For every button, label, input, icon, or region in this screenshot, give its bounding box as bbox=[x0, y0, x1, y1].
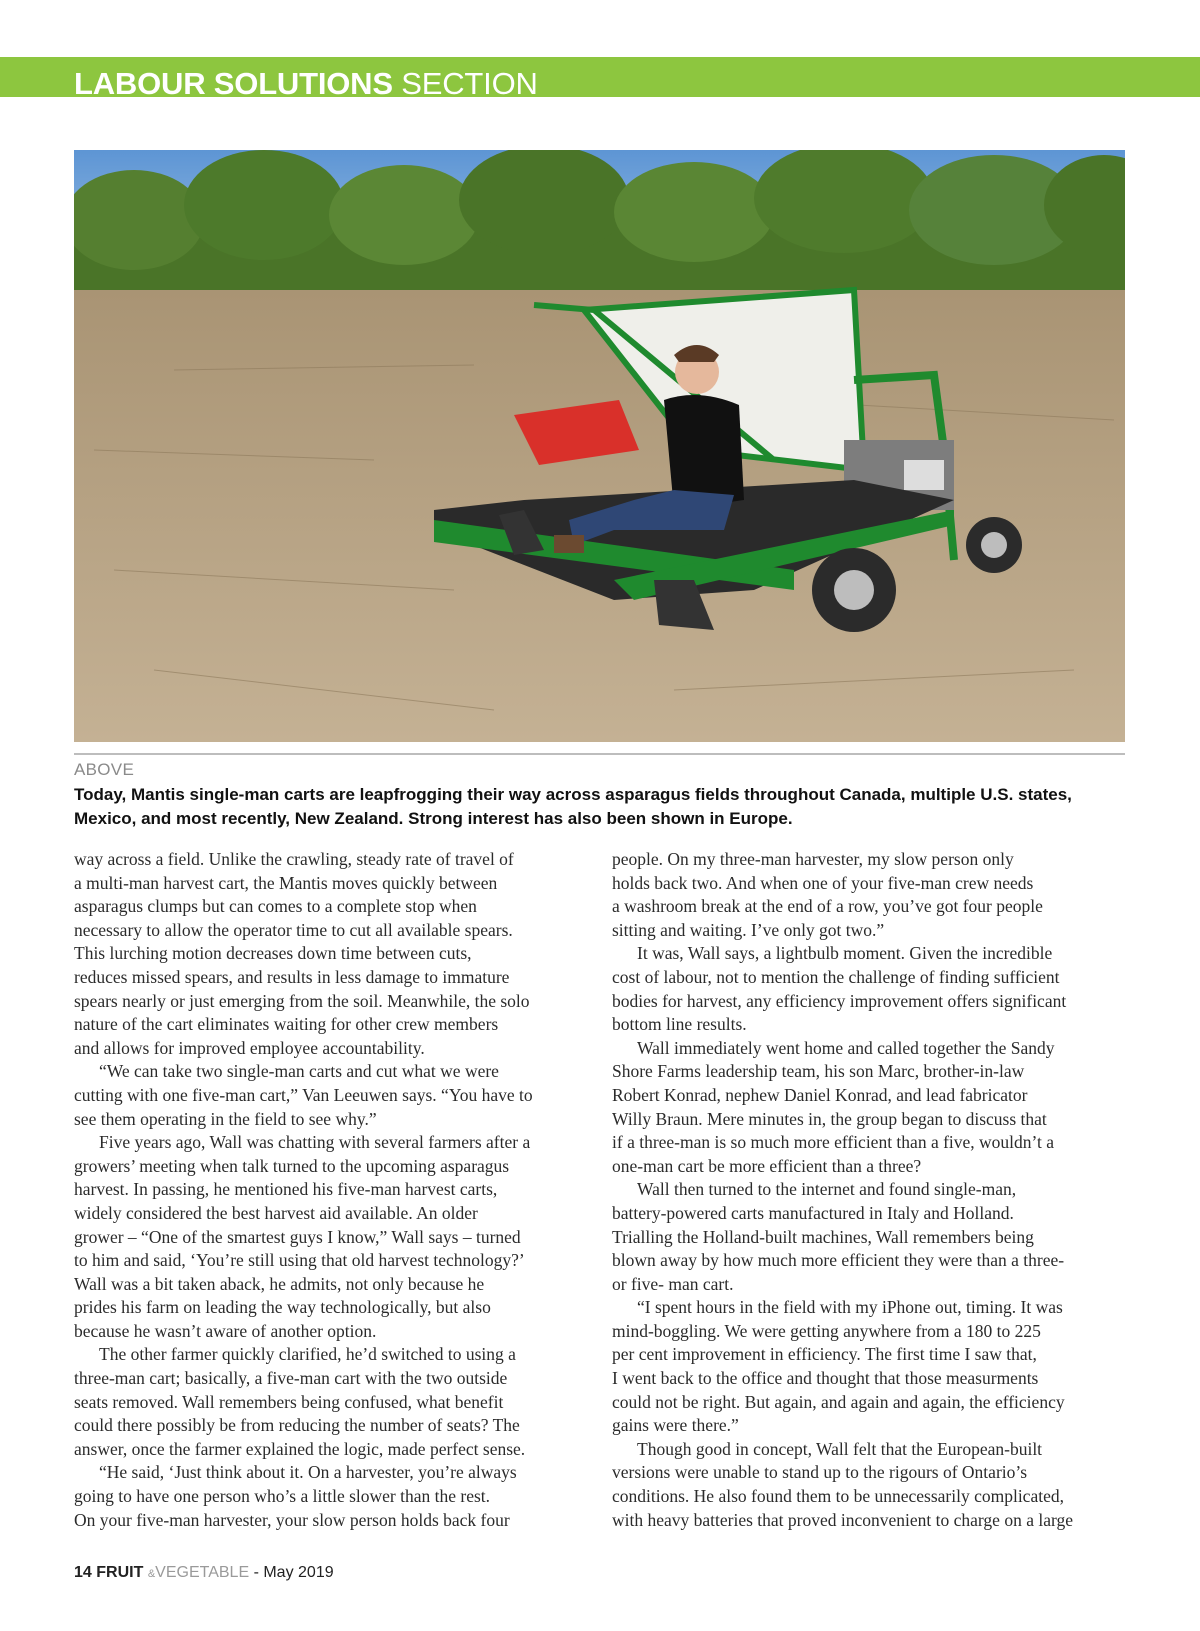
article-line: per cent improvement in efficiency. The first time I saw that, bbox=[612, 1344, 1037, 1365]
article-line: with heavy batteries that proved inconvenient to charge on a large bbox=[612, 1509, 1073, 1530]
article-line: bodies for harvest, any efficiency improvement offers significant bbox=[612, 990, 1067, 1011]
article-line: gains were there.” bbox=[612, 1415, 739, 1436]
article-line: three-man cart; basically, a five-man cart with the two outside bbox=[74, 1368, 508, 1389]
article-line: answer, once the farmer explained the logic, made perfect sense. bbox=[74, 1438, 526, 1459]
article-column-left bbox=[74, 848, 584, 1532]
brand-fruit: FRUIT bbox=[96, 1564, 144, 1581]
article-line: asparagus clumps but can comes to a complete stop when bbox=[74, 896, 477, 917]
article-line: blown away by how much more efficient they were than a three- bbox=[612, 1250, 1065, 1271]
article-line: Five years ago, Wall was chatting with several farmers after a bbox=[99, 1132, 531, 1153]
article-line: I went back to the office and thought that those measurments bbox=[612, 1368, 1039, 1389]
issue-date: - May 2019 bbox=[249, 1564, 334, 1581]
article-line: harvest. In passing, he mentioned his five-man harvest carts, bbox=[74, 1179, 498, 1200]
article-line: could there possibly be from reducing the number of seats? The bbox=[74, 1415, 520, 1436]
article-line: Though good in concept, Wall felt that the European-built bbox=[637, 1438, 1043, 1459]
article-line: cutting with one five-man cart,” Van Leeuwen says. “You have to bbox=[74, 1084, 533, 1105]
page-footer bbox=[74, 1564, 334, 1582]
article-line: because he wasn’t aware of another option. bbox=[74, 1320, 377, 1341]
article-line: way across a field. Unlike the crawling, steady rate of travel of bbox=[74, 849, 514, 869]
article-line: conditions. He also found them to be unnecessarily complicated, bbox=[612, 1486, 1064, 1507]
brand-ampersand: & bbox=[147, 1568, 156, 1580]
article-line: widely considered the best harvest aid available. An older bbox=[74, 1202, 478, 1223]
caption-label: ABOVE bbox=[74, 760, 135, 779]
article-line: Shore Farms leadership team, his son Marc, brother-in-law bbox=[612, 1061, 1025, 1082]
article-line: to him and said, ‘You’re still using that old harvest technology?’ bbox=[74, 1250, 525, 1271]
article-line: Wall was a bit taken aback, he admits, not only because he bbox=[74, 1273, 485, 1294]
article-line: grower – “One of the smartest guys I know,” Wall says – turned bbox=[74, 1226, 521, 1247]
article-line: On your five-man harvester, your slow person holds back four bbox=[74, 1509, 510, 1530]
article-line: “We can take two single-man carts and cut what we were bbox=[99, 1061, 499, 1082]
article-line: a washroom break at the end of a row, you’ve got four people bbox=[612, 896, 1043, 917]
caption-text: Today, Mantis single-man carts are leapfrogging their way across asparagus fields throughout Canada, multiple U.S. states, Mexico, and most recently, New Zealand. Strong interest has also been shown in Europe. bbox=[74, 785, 1072, 828]
article-line: “I spent hours in the field with my iPhone out, timing. It was bbox=[637, 1297, 1063, 1318]
article-line: Willy Braun. Mere minutes in, the group began to discuss that bbox=[612, 1108, 1047, 1129]
article-line: Trialling the Holland-built machines, Wall remembers being bbox=[612, 1226, 1034, 1247]
article-line: and allows for improved employee accountability. bbox=[74, 1037, 425, 1058]
article-line: necessary to allow the operator time to cut all available spears. bbox=[74, 919, 513, 940]
article-line: spears nearly or just emerging from the soil. Meanwhile, the solo bbox=[74, 990, 530, 1011]
article-line: people. On my three-man harvester, my slow person only bbox=[612, 849, 1014, 869]
article-line: could not be right. But again, and again and again, the efficiency bbox=[612, 1391, 1065, 1412]
cart-photo-illustration bbox=[74, 150, 1125, 742]
feature-photo bbox=[74, 150, 1125, 742]
article-line: versions were unable to stand up to the rigours of Ontario’s bbox=[612, 1462, 1028, 1483]
section-title-bold: LABOUR SOLUTIONS bbox=[74, 66, 393, 101]
article-line: sitting and waiting. I’ve only got two.” bbox=[612, 919, 885, 940]
article-line: or five- man cart. bbox=[612, 1273, 734, 1294]
page-number: 14 bbox=[74, 1564, 92, 1581]
article-line: The other farmer quickly clarified, he’d switched to using a bbox=[99, 1344, 516, 1365]
article-line: going to have one person who’s a little slower than the rest. bbox=[74, 1486, 491, 1507]
section-title-light: SECTION bbox=[401, 66, 538, 101]
brand-vegetable: VEGETABLE bbox=[155, 1564, 250, 1581]
article-line: Wall immediately went home and called together the Sandy bbox=[637, 1037, 1055, 1058]
article-column-right bbox=[612, 848, 1122, 1532]
article-line: reduces missed spears, and results in less damage to immature bbox=[74, 966, 510, 987]
article-line: battery-powered carts manufactured in Italy and Holland. bbox=[612, 1202, 1014, 1223]
caption-divider bbox=[74, 753, 1125, 755]
article-line: holds back two. And when one of your five-man crew needs bbox=[612, 872, 1034, 893]
article-line: This lurching motion decreases down time between cuts, bbox=[74, 943, 472, 964]
article-line: nature of the cart eliminates waiting for other crew members bbox=[74, 1014, 499, 1035]
article-line: see them operating in the field to see why.” bbox=[74, 1108, 377, 1129]
section-title bbox=[74, 64, 538, 104]
article-line: bottom line results. bbox=[612, 1014, 747, 1035]
article-line: mind-boggling. We were getting anywhere from a 180 to 225 bbox=[612, 1320, 1041, 1341]
article-line: prides his farm on leading the way technologically, but also bbox=[74, 1297, 491, 1318]
article-line: a multi-man harvest cart, the Mantis moves quickly between bbox=[74, 872, 498, 893]
article-line: if a three-man is so much more efficient than a five, wouldn’t a bbox=[612, 1132, 1055, 1153]
article-line: “He said, ‘Just think about it. On a harvester, you’re always bbox=[99, 1462, 517, 1483]
article-line: seats removed. Wall remembers being confused, what benefit bbox=[74, 1391, 504, 1412]
article-line: growers’ meeting when talk turned to the upcoming asparagus bbox=[74, 1155, 510, 1176]
article-line: Wall then turned to the internet and found single-man, bbox=[637, 1179, 1017, 1200]
article-line: Robert Konrad, nephew Daniel Konrad, and lead fabricator bbox=[612, 1084, 1028, 1105]
article-line: one-man cart be more efficient than a three? bbox=[612, 1155, 922, 1176]
article-line: It was, Wall says, a lightbulb moment. Given the incredible bbox=[637, 943, 1053, 964]
article-line: cost of labour, not to mention the challenge of finding sufficient bbox=[612, 966, 1060, 987]
